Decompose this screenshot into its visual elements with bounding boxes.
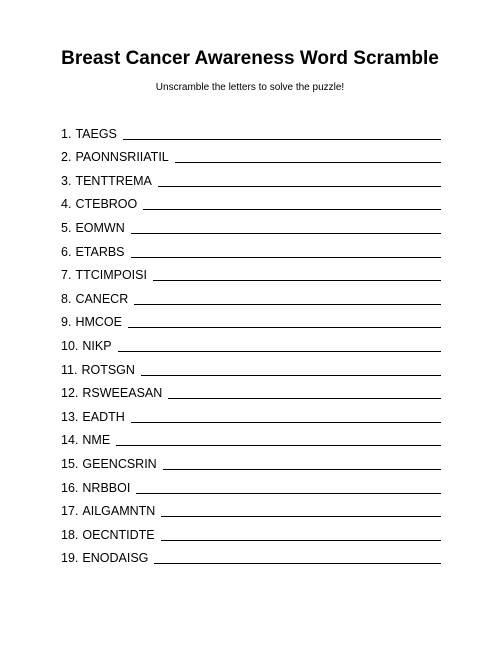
answer-line[interactable]	[158, 173, 441, 187]
answer-line[interactable]	[131, 244, 441, 258]
scramble-item	[61, 236, 441, 260]
scramble-item	[61, 543, 441, 567]
scramble-item	[61, 354, 441, 378]
scrambled-word: TAEGS	[75, 126, 117, 141]
item-number: 1.	[61, 126, 72, 141]
scrambled-word: EOMWN	[75, 220, 125, 235]
scrambled-word: HMCOE	[75, 315, 122, 330]
scrambled-word: GEENCSRIN	[82, 456, 157, 471]
answer-line[interactable]	[131, 409, 441, 423]
scrambled-word: EADTH	[82, 409, 125, 424]
item-number: 13.	[61, 409, 79, 424]
scramble-item	[61, 496, 441, 520]
scrambled-word: ETARBS	[75, 244, 125, 259]
scrambled-word: NME	[82, 433, 111, 448]
item-number: 10.	[61, 338, 79, 353]
scramble-item	[61, 212, 441, 236]
answer-line[interactable]	[161, 503, 441, 517]
answer-line[interactable]	[118, 338, 441, 352]
item-number: 4.	[61, 197, 72, 212]
scrambled-word: ENODAISG	[82, 551, 149, 566]
answer-line[interactable]	[161, 527, 441, 541]
item-number: 9.	[61, 315, 72, 330]
scramble-item	[61, 118, 441, 142]
scramble-item	[61, 425, 441, 449]
scrambled-word: NIKP	[82, 338, 112, 353]
scrambled-word: RSWEEASAN	[82, 386, 163, 401]
scrambled-word: NRBBOI	[82, 480, 131, 495]
scrambled-word: TENTTREMA	[75, 173, 152, 188]
item-number: 19.	[61, 551, 79, 566]
scramble-item	[61, 448, 441, 472]
item-number: 14.	[61, 433, 79, 448]
scrambled-word: OECNTIDTE	[82, 527, 155, 542]
item-number: 6.	[61, 244, 72, 259]
scrambled-word: AILGAMNTN	[82, 504, 156, 519]
scrambled-word: CANECR	[75, 291, 129, 306]
scramble-item	[61, 401, 441, 425]
answer-line[interactable]	[154, 550, 441, 564]
scramble-item	[61, 189, 441, 213]
scramble-item	[61, 142, 441, 166]
item-number: 16.	[61, 480, 79, 495]
scramble-list	[61, 118, 441, 566]
answer-line[interactable]	[116, 432, 441, 446]
item-number: 18.	[61, 527, 79, 542]
instructions: Unscramble the letters to solve the puzzle!	[155, 82, 345, 93]
scramble-item	[61, 472, 441, 496]
item-number: 3.	[61, 173, 72, 188]
answer-line[interactable]	[131, 220, 441, 234]
item-number: 15.	[61, 456, 79, 471]
answer-line[interactable]	[136, 480, 441, 494]
scramble-item	[61, 307, 441, 331]
scramble-item	[61, 260, 441, 284]
item-number: 8.	[61, 291, 72, 306]
scramble-item	[61, 519, 441, 543]
item-number: 7.	[61, 268, 72, 283]
answer-line[interactable]	[128, 314, 441, 328]
scramble-item	[61, 378, 441, 402]
scrambled-word: CTEBROO	[75, 197, 138, 212]
item-number: 12.	[61, 386, 79, 401]
scrambled-word: ROTSGN	[81, 362, 135, 377]
page-title: Breast Cancer Awareness Word Scramble	[61, 48, 439, 69]
answer-line[interactable]	[153, 267, 441, 281]
answer-line[interactable]	[134, 291, 441, 305]
scramble-item	[61, 283, 441, 307]
item-number: 2.	[61, 150, 72, 165]
scrambled-word: TTCIMPOISI	[75, 268, 147, 283]
scramble-item	[61, 165, 441, 189]
item-number: 17.	[61, 504, 79, 519]
answer-line[interactable]	[123, 126, 441, 140]
item-number: 11.	[61, 362, 78, 377]
answer-line[interactable]	[163, 456, 441, 470]
scramble-item	[61, 330, 441, 354]
answer-line[interactable]	[175, 149, 441, 163]
scrambled-word: PAONNSRIIATIL	[75, 150, 169, 165]
answer-line[interactable]	[141, 362, 441, 376]
answer-line[interactable]	[168, 385, 441, 399]
answer-line[interactable]	[143, 196, 441, 210]
item-number: 5.	[61, 220, 72, 235]
